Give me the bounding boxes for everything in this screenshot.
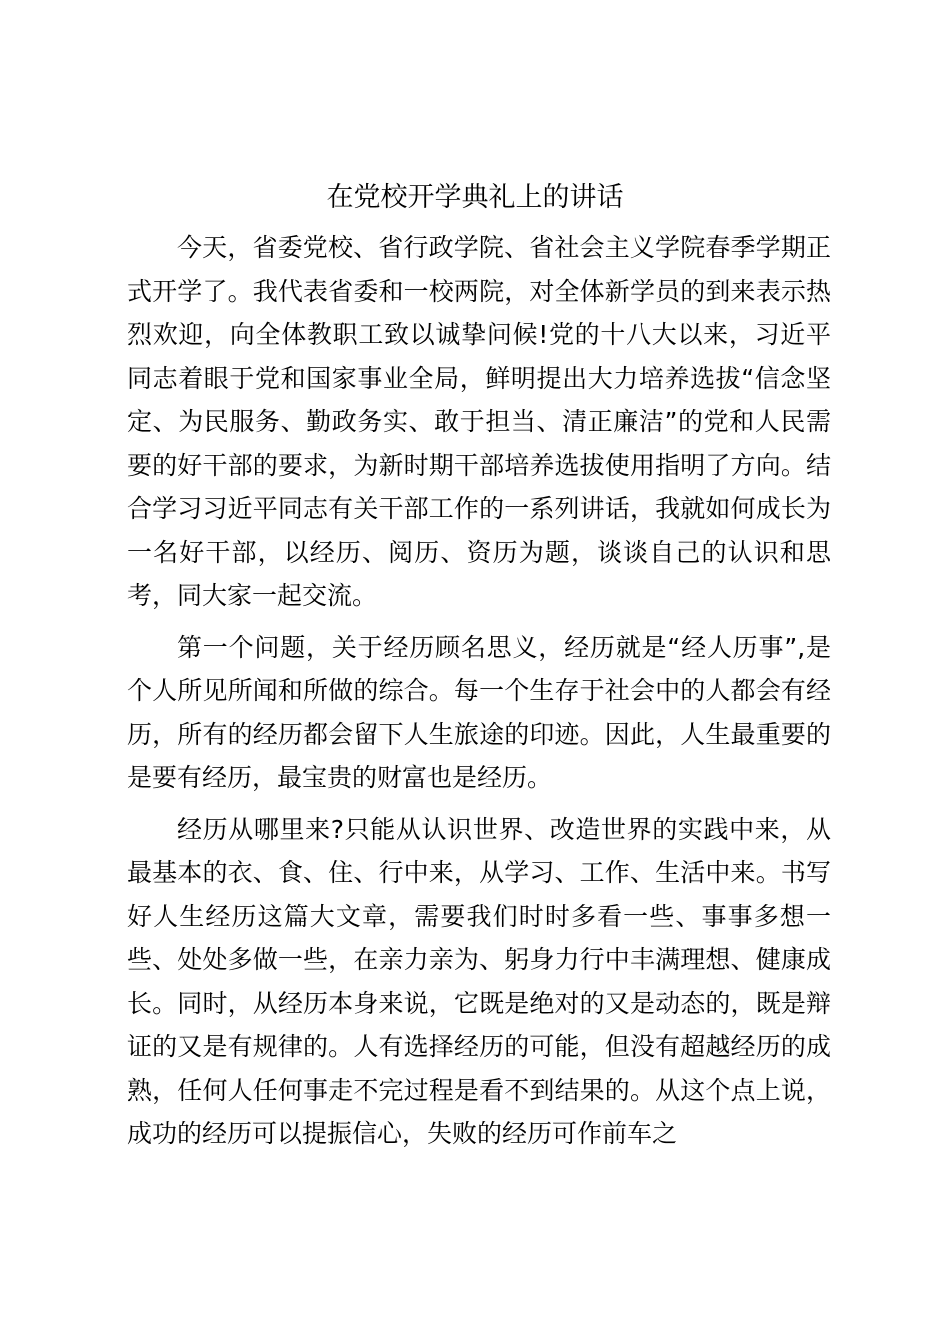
document-title: 在党校开学典礼上的讲话 [326,182,624,213]
paragraph-source-of-experience: 经历从哪里来?只能从认识世界、改造世界的实践中来，从最基本的衣、食、住、行中来，从学习、工作、生活中来。书写好人生经历这篇大文章，需要我们时时多看一些、事事多想一些、处处多做一些，在亲力亲为、躬身力行中丰满理想、健康成长。同时，从经历本身来说，它既是绝对的又是动态的，既是辩证的又是有规律的。人有选择经历的可能，但没有超越经历的成熟，任何人任何事走不完过程是看不到结果的。从这个点上说，成功的经历可以提振信心，失败的经历可作前车之 [127,814,831,1148]
paragraph-intro: 今天，省委党校、省行政学院、省社会主义学院春季学期正式开学了。我代表省委和一校两院，对全体新学员的到来表示热烈欢迎，向全体教职工致以诚挚问候!党的十八大以来，习近平同志着眼于党和国家事业全局，鲜明提出大力培养选拔“信念坚定、为民服务、勤政务实、敢于担当、清正廉洁”的党和人民需要的好干部的要求，为新时期干部培养选拔使用指明了方向。结合学习习近平同志有关干部工作的一系列讲话，我就如何成长为一名好干部，以经历、阅历、资历为题，谈谈自己的认识和思考，同大家一起交流。 [127,233,831,610]
document-body [127,226,831,1164]
paragraph-first-question: 第一个问题，关于经历顾名思义，经历就是“经人历事”,是个人所见所闻和所做的综合。每一个生存于社会中的人都会有经历，所有的经历都会留下人生旅途的印迹。因此，人生最重要的是要有经历，最宝贵的财富也是经历。 [127,632,831,792]
